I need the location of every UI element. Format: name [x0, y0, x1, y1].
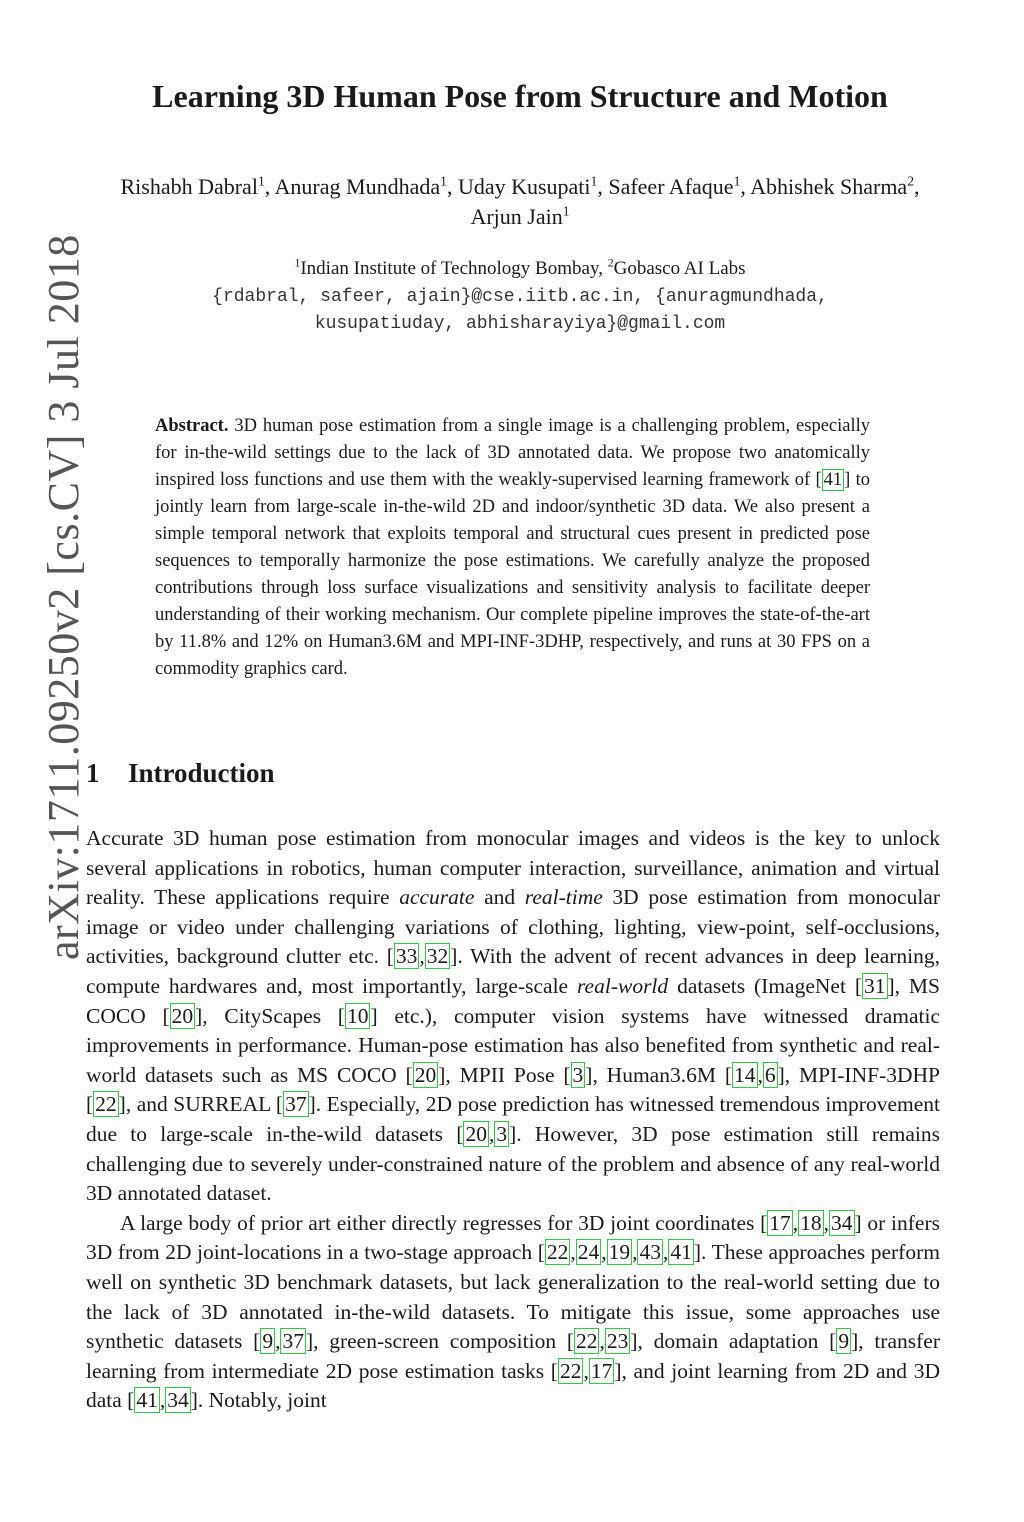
citation-link[interactable]: 17 [769, 1210, 791, 1235]
affiliations: $^1$Indian Institute of Technology Bombay, $^2$Gobasco AI Labs [294, 256, 746, 279]
citation-link[interactable]: 24 [577, 1240, 600, 1265]
citation-link[interactable]: 9 [262, 1329, 274, 1354]
citation-link[interactable]: 22 [95, 1092, 117, 1117]
author-name: Safeer Afaque [608, 174, 734, 199]
author-name: Rishabh Dabral [120, 174, 258, 199]
citation-link[interactable]: 20 [414, 1062, 437, 1087]
citation-link[interactable]: 37 [282, 1329, 304, 1354]
author-name: Uday Kusupati [457, 174, 591, 199]
citation-link[interactable]: 41 [670, 1240, 692, 1265]
email-line: kusupatiuday, abhisharayiya}@gmail.com [314, 314, 726, 334]
citation-link[interactable]: 20 [171, 1003, 194, 1028]
email-line: {rdabral, safeer, ajain}@cse.iitb.ac.in, {anuragmundhada, [212, 287, 828, 307]
affiliation-2: Gobasco AI Labs [613, 258, 746, 279]
abstract-label: Abstract. [155, 416, 229, 436]
citation-link[interactable]: 6 [764, 1062, 776, 1087]
citation-link[interactable]: 10 [346, 1003, 369, 1028]
paragraph: Accurate 3D human pose estimation from monocular images and videos is the key to unlock several applications in robotics, human computer interaction, surveillance, animation and virtual reality. These applications require accurate and real-time 3D pose estimation from monocular image or video under challenging variations of clothing, lighting, view-point, self-occlusions, activities, background clutter etc. [33,32]. With the advent of recent advances in deep learning, compute hardwares and, most importantly, large-scale real-world datasets (ImageNet [31], MS COCO [20], CityScapes [10] etc.), computer vision systems have witnessed dramatic improvements in performance. Human-pose estimation has also benefited from synthetic and real-world datasets such as MS COCO [20], MPII Pose [3], Human3.6M [14,6], MPI-INF-3DHP [22], and SURREAL [37]. Especially, 2D pose prediction has witnessed tremendous improvement due to large-scale in-the-wild datasets [20,3]. However, 3D pose estimation still remains challenging due to severely under-constrained nature of the problem and absence of any real-world 3D annotated dataset. [86, 826, 941, 1206]
affiliation-1: Indian Institute of Technology Bombay, [300, 258, 603, 279]
citation-link[interactable]: 23 [606, 1329, 629, 1354]
citation-link[interactable]: 20 [465, 1121, 487, 1146]
citation-link[interactable]: 22 [575, 1329, 598, 1354]
body-text [86, 824, 940, 1416]
citation-link[interactable]: 34 [167, 1388, 189, 1413]
citation-link[interactable]: 22 [559, 1358, 582, 1383]
citation-link[interactable]: 3 [496, 1121, 508, 1146]
section-number: 1 [86, 758, 100, 788]
citation-link[interactable]: 34 [831, 1210, 853, 1235]
citation-link[interactable]: 37 [285, 1092, 307, 1117]
citation-link[interactable]: 3 [572, 1062, 584, 1087]
author-name: Arjun Jain [470, 204, 563, 229]
author-name: Abhishek Sharma [750, 174, 908, 199]
author-list: Rishabh Dabral$^1$, Anurag Mundhada$^1$, Uday Kusupati$^1$, Safeer Afaque$^1$, Abhishek Sharma$^2$, Arjun Jain$^1$ [120, 173, 920, 229]
citation-link[interactable]: 43 [639, 1240, 661, 1265]
abstract: Abstract. 3D human pose estimation from a single image is a challenging problem, especially for in-the-wild settings due to the lack of 3D annotated data. We propose two anatomically inspired loss functions and use them with the weakly-supervised learning framework of [ 41 ] to jointly learn from large-scale in-the-wild 2D and indoor/synthetic 3D data. We also present a simple temporal network that exploits temporal and structural cues present in predicted pose sequences to temporally harmonize the pose estimations. We carefully analyze the proposed contributions through loss surface visualizations and sensitivity analysis to facilitate deeper understanding of their working mechanism. Our complete pipeline improves the state-of-the-art by 11.8% and 12% on Human3.6M and MPI-INF-3DHP, respectively, and runs at 30 FPS on a commodity graphics card. [155, 416, 870, 679]
citation-link[interactable]: 18 [800, 1210, 822, 1235]
paper-title: Learning 3D Human Pose from Structure and Motion [152, 78, 888, 114]
citation-link[interactable]: 19 [608, 1240, 631, 1265]
citation-link[interactable]: 33 [395, 944, 418, 969]
citation-link[interactable]: 41 [136, 1388, 158, 1413]
citation-link[interactable]: 41 [823, 470, 843, 490]
citation-link[interactable]: 22 [546, 1240, 569, 1265]
section-title: Introduction [128, 758, 275, 788]
section-heading [86, 758, 275, 789]
citation-link[interactable]: 32 [426, 944, 449, 969]
author-emails [80, 284, 960, 338]
author-name: Anurag Mundhada [274, 174, 441, 199]
paragraph: A large body of prior art either directly regresses for 3D joint coordinates [17,18,34] or infers 3D from 2D joint-locations in a two-stage approach [22,24,19,43,41]. These approaches perform well on synthetic 3D benchmark datasets, but lack generalization to the real-world setting due to the lack of 3D annotated in-the-wild datasets. To mitigate this issue, some approaches use synthetic datasets [9,37], green-screen composition [22,23], domain adaptation [9], transfer learning from intermediate 2D pose estimation tasks [22,17], and joint learning from 2D and 3D data [41,34]. Notably, joint [86, 1210, 941, 1413]
citation-link[interactable]: 17 [590, 1358, 613, 1383]
arxiv-stamp: arXiv:1711.09250v2 [cs.CV] 3 Jul 2018 [39, 234, 88, 960]
citation-link[interactable]: 9 [838, 1329, 850, 1354]
citation-link[interactable]: 14 [734, 1062, 756, 1087]
citation-link[interactable]: 31 [864, 973, 886, 998]
